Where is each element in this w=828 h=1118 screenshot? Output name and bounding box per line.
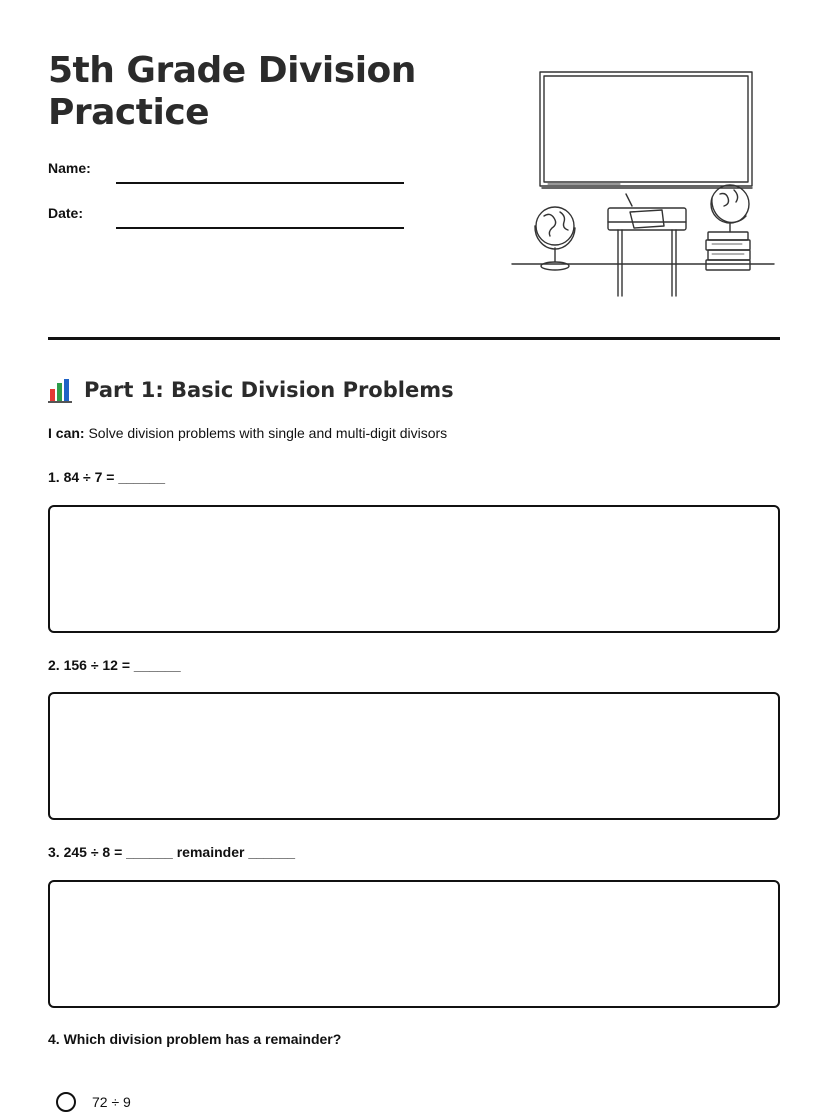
question-3: 3. 245 ÷ 8 = ______ remainder ______ — [48, 844, 296, 860]
question-2: 2. 156 ÷ 12 = ______ — [48, 657, 181, 673]
answer-box-2[interactable] — [48, 692, 780, 820]
book-stack — [706, 232, 750, 270]
i-can-label: I can: — [48, 425, 85, 441]
name-input-line[interactable] — [116, 182, 404, 184]
i-can-statement — [48, 425, 447, 441]
option-text: 72 ÷ 9 — [92, 1094, 131, 1110]
i-can-text: Solve division problems with single and multi-digit divisors — [84, 425, 448, 441]
classroom-illustration — [508, 66, 780, 302]
section-heading — [48, 374, 454, 406]
answer-box-3[interactable] — [48, 880, 780, 1008]
bar-chart-icon — [48, 377, 72, 403]
radio-button[interactable] — [56, 1092, 76, 1112]
date-label: Date: — [48, 205, 84, 221]
option-1[interactable] — [56, 1092, 131, 1112]
section-title: Part 1: Basic Division Problems — [84, 378, 454, 402]
name-label: Name: — [48, 160, 91, 176]
question-1: 1. 84 ÷ 7 = ______ — [48, 469, 166, 485]
section-divider — [48, 337, 780, 340]
answer-box-1[interactable] — [48, 505, 780, 633]
globe-left — [535, 207, 575, 270]
page-title: 5th Grade Division Practice — [48, 50, 416, 133]
globe-right — [711, 185, 749, 232]
desk — [608, 194, 686, 296]
question-4: 4. Which division problem has a remainder? — [48, 1031, 342, 1047]
date-field — [48, 205, 408, 229]
date-input-line[interactable] — [116, 227, 404, 229]
chalkboard — [540, 72, 752, 188]
name-field — [48, 160, 408, 184]
